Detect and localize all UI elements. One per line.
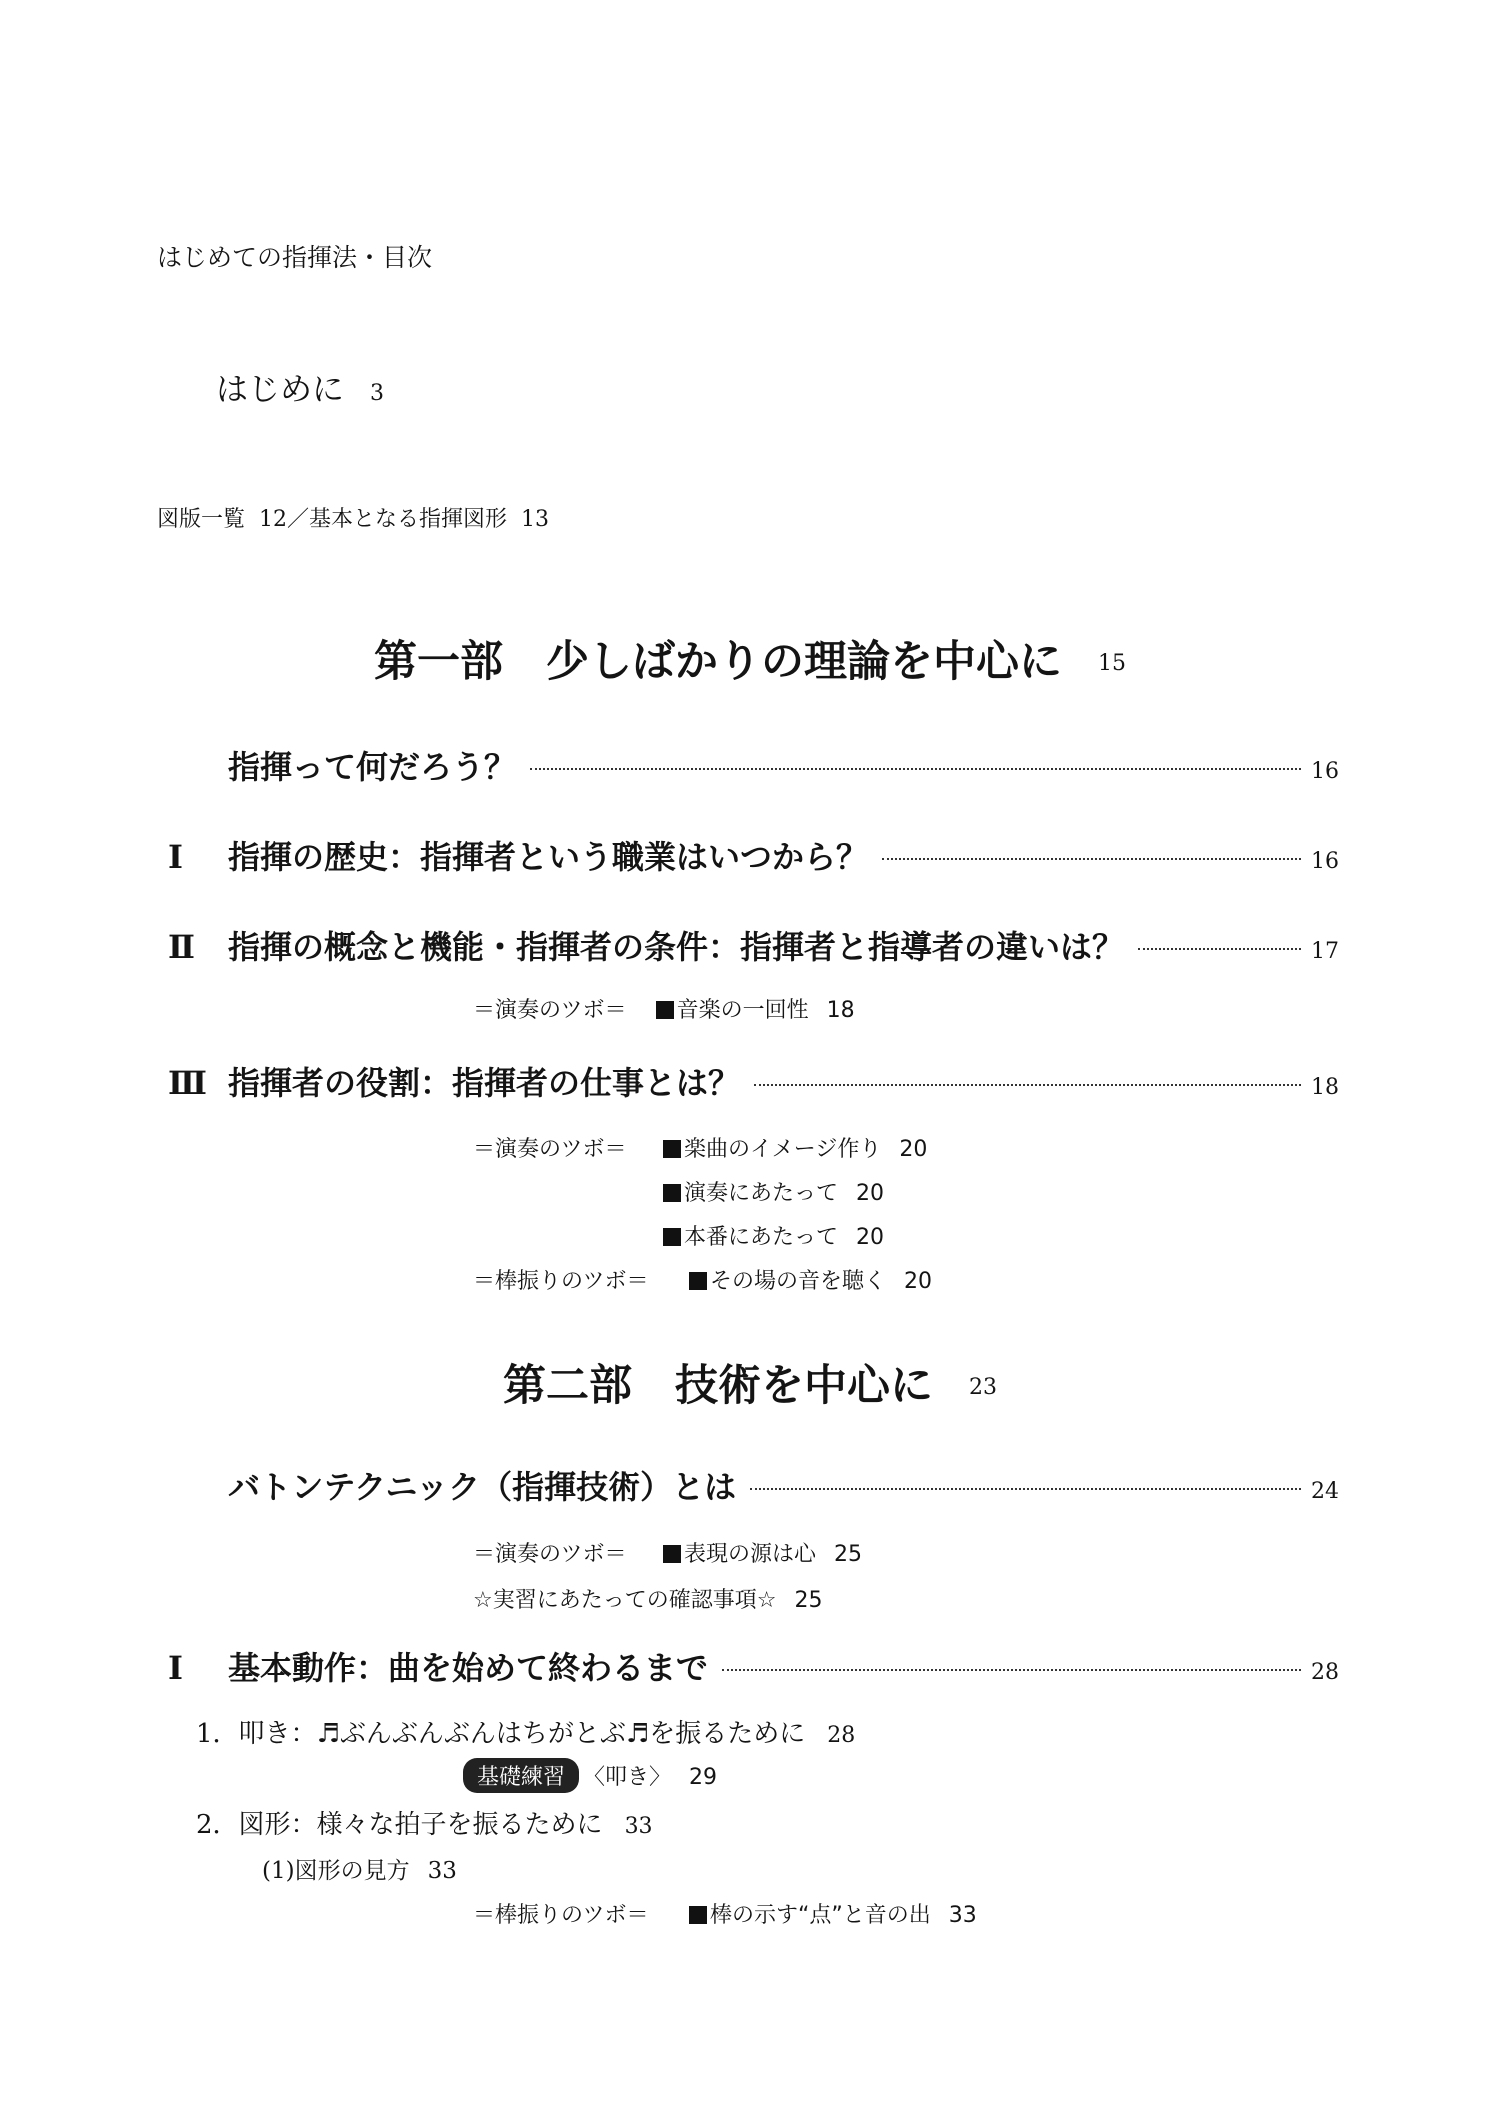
entry-page: 16 [1311,849,1339,874]
entry-title: 指揮の概念と機能・指揮者の条件：指揮者と指導者の違いは？ [228,928,1125,966]
figure-list-label[interactable]: 図版一覧 [157,507,246,532]
entry-number: Ⅱ [168,928,195,966]
page-header: はじめての指揮法・目次 [157,243,433,272]
tip-line[interactable] [473,1264,932,1295]
tip-line[interactable] [473,1537,862,1568]
tip-page: 20 [856,1181,885,1206]
entry-title: バトンテクニック（指揮技術）とは [228,1468,737,1506]
figure-list-page: 12 [259,507,288,532]
part1-page: 15 [1098,651,1126,676]
toc-entry[interactable] [168,1462,1339,1508]
tip-page: 20 [904,1269,933,1294]
tip-page: 25 [834,1542,863,1567]
tip-text: 表現の源は心 [684,1542,817,1567]
tip-text: 楽曲のイメージ作り [684,1137,882,1162]
entry-page: 18 [1311,1075,1339,1100]
music-note-icon: ♬ [625,1719,650,1749]
tip-text: 演奏にあたって [684,1181,839,1206]
tip-label: ＝棒振りのツボ＝ [473,1269,649,1294]
figure-separator: ／ [287,507,310,532]
subsection-entry[interactable] [196,1804,653,1841]
tip-text: 本番にあたって [684,1225,839,1250]
sub-subsection-entry[interactable] [262,1852,457,1885]
toc-entry[interactable] [168,742,1339,788]
toc-entry[interactable] [168,832,1339,878]
tip-page: 33 [948,1903,977,1928]
dot-leader [1138,948,1301,950]
figure-view-page: 33 [427,1858,457,1884]
part1-title: 第一部 少しばかりの理論を中心に [374,637,1062,687]
part2-page: 23 [969,1375,997,1400]
intro-page: 3 [370,381,385,406]
music-note-icon: ♬ [316,1719,340,1749]
subsection-title: 図形：様々な拍子を振るために [238,1810,603,1840]
intro-label: はじめに [216,370,345,408]
entry-page: 28 [1311,1660,1339,1685]
entry-page: 16 [1311,759,1339,784]
dot-leader [722,1669,1301,1671]
toc-entry[interactable] [168,1643,1339,1689]
subsection-number: 2． [196,1810,239,1840]
figure-view-title: (1)図形の見方 [262,1858,410,1884]
entry-number: Ⅰ [168,1649,183,1687]
tip-page: 18 [826,998,855,1023]
tip-page: 25 [794,1588,823,1613]
square-bullet-icon [663,1140,681,1158]
square-bullet-icon [689,1272,707,1290]
square-bullet-icon [656,1001,674,1019]
tip-label: ＝棒振りのツボ＝ [473,1903,649,1928]
dot-leader [882,858,1301,860]
subsection-suffix: を振るために [649,1719,806,1749]
tip-line[interactable] [473,1583,822,1614]
tip-line[interactable] [473,1132,927,1163]
part1-heading[interactable] [0,628,1500,689]
subsection-page: 28 [827,1723,856,1748]
square-bullet-icon [663,1545,681,1563]
tip-text: 音楽の一回性 [676,998,809,1023]
square-bullet-icon [663,1184,681,1202]
basic-shapes-page: 13 [521,507,550,532]
tip-line[interactable] [473,1898,977,1929]
entry-title: 指揮って何だろう？ [228,748,517,786]
subsection-page: 33 [624,1814,653,1839]
song-title: ぶんぶんぶんはちがとぶ [339,1719,626,1749]
tip-line[interactable] [473,993,855,1024]
basic-shapes-label[interactable]: 基本となる指揮図形 [309,507,508,532]
toc-entry[interactable] [168,922,1339,968]
tip-line[interactable] [663,1176,884,1207]
dot-leader [530,768,1301,770]
toc-entry[interactable] [168,1058,1339,1104]
subsection-entry[interactable] [196,1713,855,1750]
dot-leader [750,1488,1301,1490]
practice-badge: 基礎練習 [463,1758,579,1793]
practice-page: 29 [689,1765,718,1790]
tip-label: ＝演奏のツボ＝ [473,1137,627,1162]
practice-label: 〈叩き〉 [583,1765,672,1790]
entry-title: 基本動作：曲を始めて終わるまで [228,1649,709,1687]
tip-line[interactable] [663,1220,884,1251]
tip-page: 20 [856,1225,885,1250]
dot-leader [754,1084,1301,1086]
tip-text: 棒の示す“点”と音の出 [710,1903,931,1928]
part2-title: 第二部 技術を中心に [503,1361,933,1411]
tip-text: その場の音を聴く [710,1269,887,1294]
toc-intro[interactable] [216,364,384,410]
practice-line[interactable] [463,1758,717,1793]
entry-number: Ⅲ [168,1064,207,1102]
tip-label: ☆実習にあたっての確認事項☆ [473,1588,777,1613]
square-bullet-icon [663,1228,681,1246]
square-bullet-icon [689,1906,707,1924]
toc-figures [157,502,549,533]
entry-title: 指揮者の役割：指揮者の仕事とは？ [228,1064,741,1102]
subsection-number: 1． [196,1719,239,1749]
entry-title: 指揮の歴史：指揮者という職業はいつから？ [228,838,869,876]
entry-number: Ⅰ [168,838,183,876]
tip-page: 20 [899,1137,928,1162]
subsection-prefix: 叩き： [238,1719,317,1749]
tip-label: ＝演奏のツボ＝ [473,1542,627,1567]
part2-heading[interactable] [0,1352,1500,1413]
entry-page: 24 [1311,1479,1339,1504]
tip-label: ＝演奏のツボ＝ [473,998,627,1023]
entry-page: 17 [1311,939,1339,964]
